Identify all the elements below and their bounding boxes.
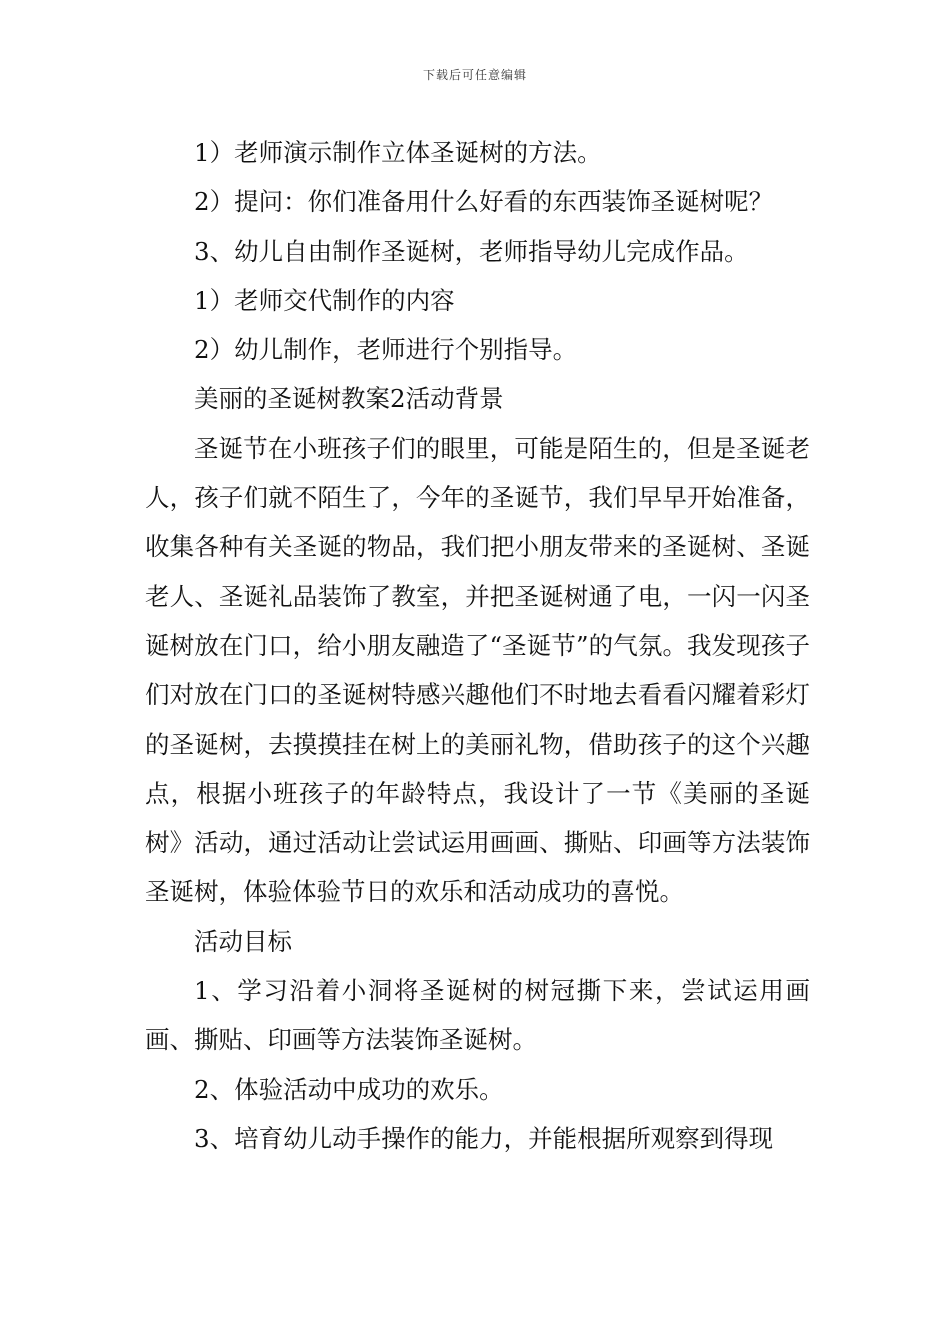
section-heading-goals: 活动目标 <box>194 926 292 956</box>
paragraph-goal-1: 1、学习沿着小洞将圣诞树的树冠撕下来，尝试运用画画、撕贴、印画等方法装饰圣诞树。 <box>145 976 810 1055</box>
paragraph-step-1-demo: 1）老师演示制作立体圣诞树的方法。 <box>194 138 602 167</box>
paragraph-step-2-question: 2）提问：你们准备用什么好看的东西装饰圣诞树呢？ <box>194 187 774 217</box>
paragraph-goal-3: 3、培育幼儿动手操作的能力，并能根据所观察到得现 <box>194 1123 774 1153</box>
paragraph-step-2-guidance: 2）幼儿制作，老师进行个别指导。 <box>194 335 578 365</box>
paragraph-step-1-explain: 1）老师交代制作的内容 <box>194 285 455 315</box>
section-heading-background: 美丽的圣诞树教案2活动背景 <box>194 384 504 414</box>
header-note: 下载后可任意编辑 <box>422 68 527 82</box>
paragraph-background: 圣诞节在小班孩子们的眼里，可能是陌生的，但是圣诞老人，孩子们就不陌生了，今年的圣诞节，我们早早开始准备，收集各种有关圣诞的物品，我们把小朋友带来的圣诞树、圣诞老人、圣诞礼品装饰了教室，并把圣诞树通了电，一闪一闪圣诞树放在门口，给小朋友融造了“圣诞节”的气氛。我发现孩子们对放在门口的圣诞树特感兴趣他们不时地去看看闪耀着彩灯的圣诞树，去摸摸挂在树上的美丽礼物，借助孩子的这个兴趣点，根据小班孩子的年龄特点，我设计了一节《美丽的圣诞树》活动，通过活动让尝试运用画画、撕贴、印画等方法装饰圣诞树，体验体验节日的欢乐和活动成功的喜悦。 <box>145 433 810 907</box>
paragraph-goal-2: 2、体验活动中成功的欢乐。 <box>194 1074 504 1104</box>
paragraph-step-3-free-making: 3、幼儿自由制作圣诞树，老师指导幼儿完成作品。 <box>194 236 749 266</box>
document-body <box>145 128 810 1163</box>
